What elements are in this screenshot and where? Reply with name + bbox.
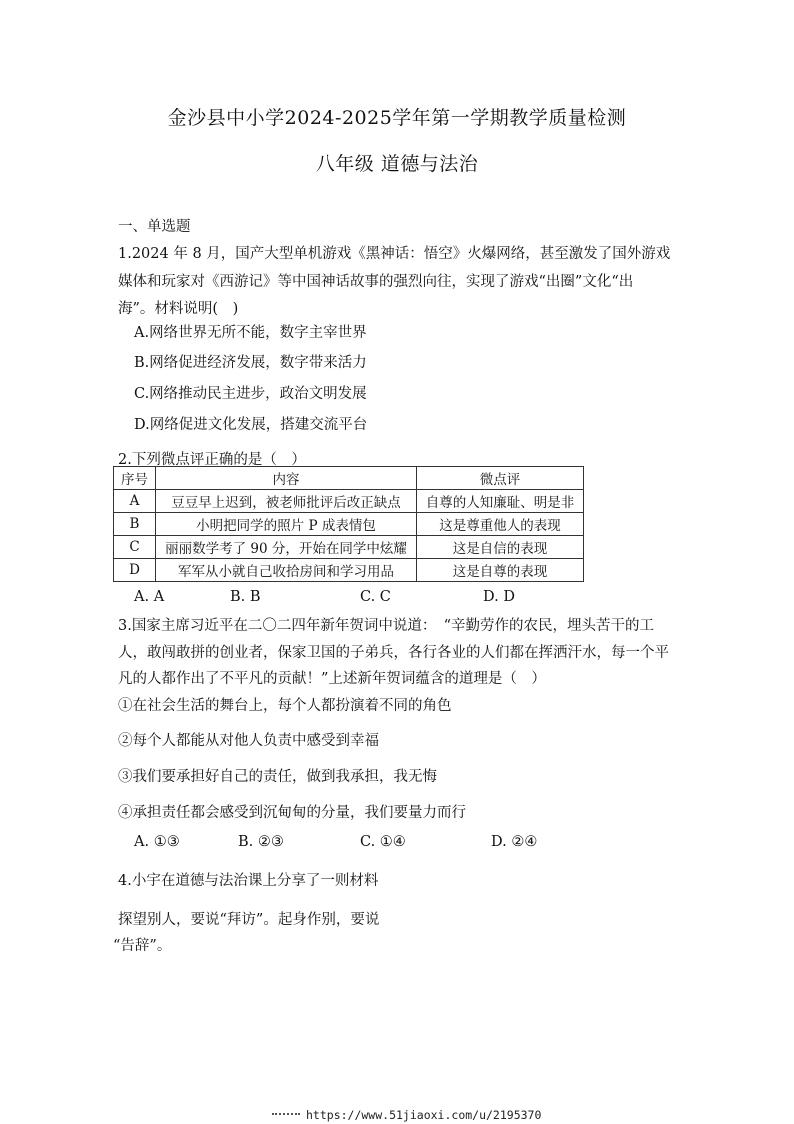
exam-subtitle: 八年级 道德与法治 <box>315 153 479 175</box>
table-cell: 豆豆早上迟到，被老师批评后改正缺点 <box>156 490 417 513</box>
footer-watermark <box>272 1108 541 1122</box>
q3-stem-line-3: 凡的人都作出了不平凡的贡献！”上述新年贺词蕴含的道理是（ ） <box>118 671 546 687</box>
q1-stem-line-3: 海”。材料说明( ) <box>118 301 239 317</box>
table-cell: 这是自尊的表现 <box>417 559 584 582</box>
table-row <box>114 513 584 536</box>
q3-item-3: ③我们要承担好自己的责任，做到我承担，我无悔 <box>118 769 437 785</box>
q3-item-1: ①在社会生活的舞台上，每个人都扮演着不同的角色 <box>118 698 452 714</box>
table-cell: 小明把同学的照片 P 成表情包 <box>156 513 417 536</box>
table-cell: B <box>114 513 156 536</box>
q2-option-a: A. A <box>134 589 165 605</box>
q2-stem: 2.下列微点评正确的是（ ） <box>118 452 306 468</box>
table-cell: 这是自信的表现 <box>417 536 584 559</box>
footer-logo-mark <box>272 1113 300 1119</box>
q1-stem-line-2: 媒体和玩家对《西游记》等中国神话故事的强烈向往，实现了游戏“出圈”文化“出 <box>118 274 634 290</box>
q1-option-a: A.网络世界无所不能，数字主宰世界 <box>134 325 367 341</box>
q1-option-b: B.网络促进经济发展，数字带来活力 <box>134 355 367 371</box>
table-cell: D <box>114 559 156 582</box>
q3-option-a: A. ①③ <box>134 834 180 850</box>
table-cell: 自尊的人知廉耻、明是非 <box>417 490 584 513</box>
table-cell: 丽丽数学考了 90 分，开始在同学中炫耀 <box>156 536 417 559</box>
q3-item-2: ②每个人都能从对他人负责中感受到幸福 <box>118 733 379 749</box>
q3-stem-line-1: 3.国家主席习近平在二〇二四年新年贺词中说道： “辛勤劳作的农民，埋头苦干的工 <box>118 618 654 634</box>
q2-option-c: C. C <box>360 589 391 605</box>
q4-material-line-2: “告辞”。 <box>113 938 172 954</box>
q1-stem-line-1: 1.2024 年 8 月，国产大型单机游戏《黑神话：悟空》火爆网络，甚至激发了国外游戏 <box>118 246 671 262</box>
q3-option-b: B. ②③ <box>238 834 284 850</box>
q3-stem-line-2: 人，敢闯敢拼的创业者，保家卫国的子弟兵，各行各业的人们都在挥洒汗水，每一个平 <box>118 645 669 661</box>
q3-item-4: ④承担责任都会感受到沉甸甸的分量，我们要量力而行 <box>118 805 466 821</box>
table-cell: 这是尊重他人的表现 <box>417 513 584 536</box>
table-row <box>114 490 584 513</box>
section-heading: 一、单选题 <box>118 219 191 235</box>
q4-stem: 4.小宇在道德与法治课上分享了一则材料 <box>118 873 379 889</box>
table-header-row <box>114 467 584 490</box>
table-cell: C <box>114 536 156 559</box>
micro-review-table <box>113 466 584 582</box>
q2-option-b: B. B <box>230 589 261 605</box>
footer-url: https://www.51jiaoxi.com/u/2195370 <box>306 1108 542 1122</box>
table-header-cell: 内容 <box>156 467 417 490</box>
q3-option-c: C. ①④ <box>360 834 406 850</box>
table-header-cell: 序号 <box>114 467 156 490</box>
q1-option-d: D.网络促进文化发展，搭建交流平台 <box>134 417 368 433</box>
q3-option-d: D. ②④ <box>491 834 538 850</box>
table-row <box>114 559 584 582</box>
q4-material-line-1: 探望别人，要说“拜访”。起身作别，要说 <box>118 912 380 928</box>
table-row <box>114 536 584 559</box>
table-cell: A <box>114 490 156 513</box>
q1-option-c: C.网络推动民主进步，政治文明发展 <box>134 386 367 402</box>
exam-title: 金沙县中小学2024-2025学年第一学期教学质量检测 <box>167 107 627 129</box>
q2-option-d: D. D <box>483 589 515 605</box>
table-cell: 军军从小就自己收拾房间和学习用品 <box>156 559 417 582</box>
table-header-cell: 微点评 <box>417 467 584 490</box>
